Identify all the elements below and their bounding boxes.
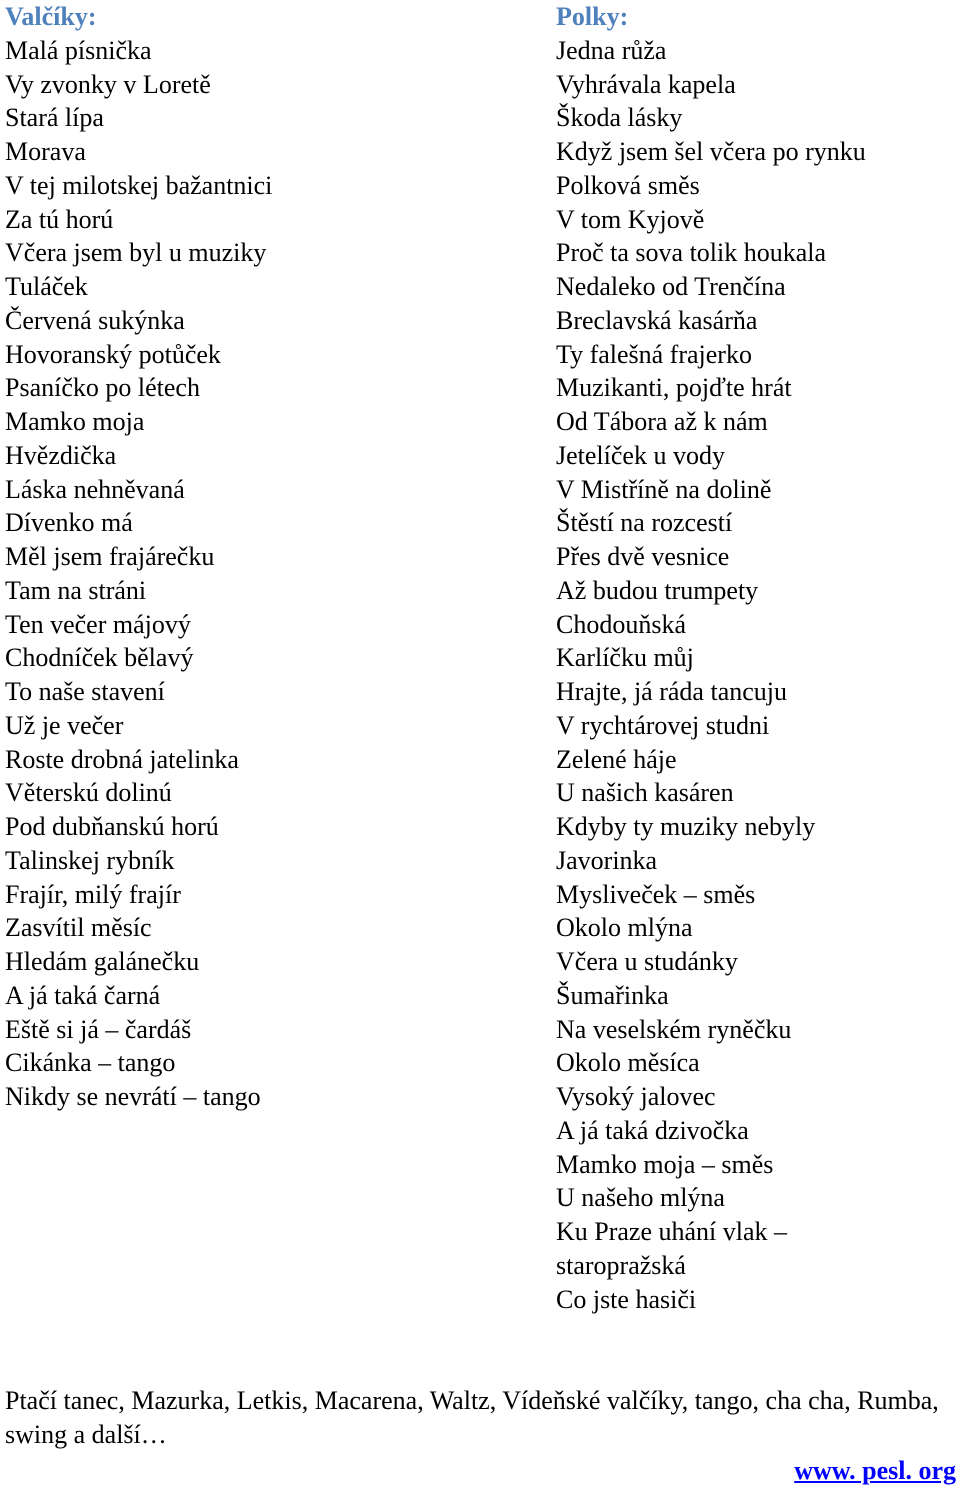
song-title: Morava [5,137,86,166]
song-title: Včera jsem byl u muziky [5,238,267,268]
song-title: Jetelíček u vody [556,440,725,470]
song-title: Hovoranský potůček [5,339,221,369]
song-title: Malá písnička [5,35,152,65]
song-title: Už je večer [5,710,124,740]
song-title: Když jsem šel včera po rynku [556,137,866,166]
song-title: Hrajte, já ráda tancuju [556,677,787,706]
song-title: Mysliveček – směs [556,879,756,909]
song-title: Od Tábora až k nám [556,407,768,436]
song-title: Polková směs [556,170,700,200]
song-title: Přes dvě vesnice [556,542,730,571]
song-title: Láska nehněvaná [5,474,185,504]
song-title: Roste drobná jatelinka [5,744,239,774]
song-title: Za tú horú [5,204,114,234]
song-title: Mamko moja [5,407,145,436]
waltzes-column [5,0,545,1114]
song-title: Psaníčko po létech [5,373,200,403]
song-title: V tej milotskej bažantnici [5,170,273,200]
song-title: V tom Kyjově [556,204,705,234]
song-title: Stará lípa [5,103,104,133]
song-title: Muzikanti, pojďte hrát [556,373,792,403]
song-title: Proč ta sova tolik houkala [556,238,827,268]
song-title: Javorinka [556,845,658,875]
song-title: V Mistříně na dolině [556,474,772,504]
song-title: Nedaleko od Trenčína [556,272,786,301]
polkas-list [556,34,956,1317]
song-title: Zasvítil měsíc [5,913,152,943]
song-title: Hledám galánečku [5,947,200,976]
song-title: Vy zvonky v Loretě [5,69,211,99]
song-title: Vysoký jalovec [556,1082,716,1111]
song-title: Chodníček bělavý [5,643,194,673]
song-title: staropražská [556,1250,686,1280]
song-title: Červená sukýnka [5,305,185,335]
song-title: Nikdy se nevrátí – tango [5,1082,261,1111]
website-link[interactable]: www. pesl. org [794,1456,956,1485]
song-title: A já taká dzivočka [556,1115,749,1145]
song-title: U našeho mlýna [556,1183,725,1213]
song-title: Okolo mlýna [556,913,693,943]
song-title: Talinskej rybník [5,845,175,875]
song-title: Cikánka – tango [5,1048,176,1078]
song-title: Až budou trumpety [556,575,759,605]
waltzes-heading: Valčíky: [5,2,97,31]
song-title: Chodouňská [556,609,686,639]
song-title: Na veselském ryněčku [556,1014,792,1044]
polkas-heading: Polky: [556,2,629,31]
song-title: A já taká čarná [5,980,161,1010]
song-title: Dívenko má [5,508,133,538]
polkas-column [556,0,956,1316]
song-title: Okolo měsíca [556,1048,700,1078]
song-title: Karlíčku můj [556,643,694,673]
song-title: Ty falešná frajerko [556,339,752,369]
song-title: Škoda lásky [556,103,683,133]
song-title: Zelené háje [556,744,677,774]
song-title: To naše stavení [5,677,165,706]
song-title: Věterskú dolinú [5,778,172,808]
other-dances-text: Ptačí tanec, Mazurka, Letkis, Macarena, Waltz, Vídeňské valčíky, tango, cha cha, Rumba, swing a další… [5,1386,939,1449]
song-title: V rychtárovej studni [556,710,770,740]
song-title: Šumařinka [556,980,669,1010]
song-title: U našich kasáren [556,778,734,808]
song-title: Frajír, milý frajír [5,879,181,909]
song-title: Štěstí na rozcestí [556,508,733,538]
song-title: Tam na stráni [5,575,147,605]
song-title: Co jste hasiči [556,1284,697,1314]
song-title: Ten večer májový [5,609,191,639]
song-title: Tuláček [5,272,88,301]
song-title: Jedna růža [556,35,667,65]
song-title: Včera u studánky [556,947,738,976]
song-title: Měl jsem frajárečku [5,542,215,571]
song-title: Eště si já – čardáš [5,1014,192,1044]
song-title: Vyhrávala kapela [556,69,736,99]
song-title: Ku Praze uhání vlak – [556,1217,788,1246]
waltzes-list [5,34,545,1114]
song-title: Breclavská kasárňa [556,305,758,335]
song-title: Hvězdička [5,440,117,470]
song-title: Mamko moja – směs [556,1149,774,1179]
song-title: Pod dubňanskú horú [5,812,219,841]
song-title: Kdyby ty muziky nebyly [556,812,816,841]
